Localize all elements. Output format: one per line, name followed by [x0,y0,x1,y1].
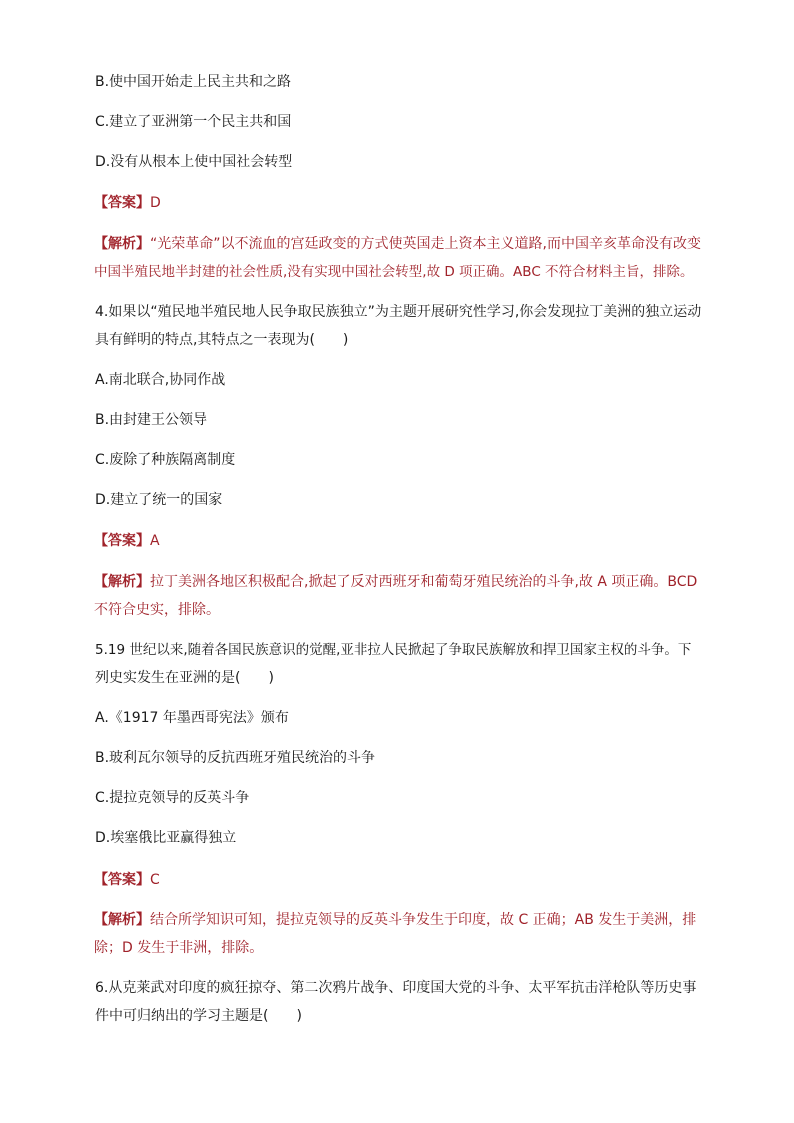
q6-stem-line-2: 件中可归纳出的学习主题是( ) [95,1008,302,1024]
q5-stem-line-1: 5.19 世纪以来,随着各国民族意识的觉醒,亚非拉人民掀起了争取民族解放和捍卫国家主权的斗争。下 [95,642,692,658]
q5-stem-line-2: 列史实发生在亚洲的是( ) [95,670,274,686]
q6-stem-line-1: 6.从克莱武对印度的疯狂掠夺、第二次鸦片战争、印度国大党的斗争、太平军抗击洋枪队等历史事 [95,980,697,996]
q5-option-a: A.《1917 年墨西哥宪法》颁布 [95,710,289,726]
analysis-text: 结合所学知识可知，提拉克领导的反英斗争发生于印度，故 C 正确；AB 发生于美洲，排 [150,912,697,928]
analysis-label: 【解析】 [94,236,150,252]
q3-answer [94,193,704,213]
q5-option-c: C.提拉克领导的反英斗争 [95,790,250,806]
q3-option-b: B.使中国开始走上民主共和之路 [95,74,292,90]
analysis-text: “光荣革命”以不流血的宫廷政变的方式使英国走上资本主义道路,而中国辛亥革命没有改变 [150,236,701,252]
q4-answer [94,531,704,551]
answer-value: D [150,195,161,211]
q5-option-b: B.玻利瓦尔领导的反抗西班牙殖民统治的斗争 [95,750,376,766]
q3-option-c: C.建立了亚洲第一个民主共和国 [95,114,292,130]
q5-analysis-line-1 [94,910,704,930]
answer-label: 【答案】 [94,533,150,549]
q4-analysis-line-1 [94,572,704,592]
q4-option-d: D.建立了统一的国家 [95,492,223,508]
q4-analysis-line-2: 不符合史实，排除。 [94,602,220,618]
analysis-label: 【解析】 [94,574,150,590]
q5-answer [94,870,704,890]
answer-value: C [150,872,160,888]
q3-analysis-line-2: 中国半殖民地半封建的社会性质,没有实现中国社会转型,故 D 项正确。ABC 不符合材料主旨，排除。 [94,264,694,280]
q4-option-b: B.由封建王公领导 [95,412,208,428]
q4-stem-line-2: 具有鲜明的特点,其特点之一表现为( ) [95,332,349,348]
q4-option-c: C.废除了种族隔离制度 [95,452,236,468]
q3-option-d: D.没有从根本上使中国社会转型 [95,154,293,170]
q4-option-a: A.南北联合,协同作战 [95,372,226,388]
q5-analysis-line-2: 除；D 发生于非洲，排除。 [94,940,264,956]
q3-analysis-line-1 [94,234,704,254]
q5-option-d: D.埃塞俄比亚赢得独立 [95,830,237,846]
answer-value: A [150,533,160,549]
answer-label: 【答案】 [94,195,150,211]
q4-stem-line-1: 4.如果以“殖民地半殖民地人民争取民族独立”为主题开展研究性学习,你会发现拉丁美洲的独立运动 [95,304,702,320]
analysis-text: 拉丁美洲各地区积极配合,掀起了反对西班牙和葡萄牙殖民统治的斗争,故 A 项正确。BCD [150,574,698,590]
analysis-label: 【解析】 [94,912,150,928]
answer-label: 【答案】 [94,872,150,888]
